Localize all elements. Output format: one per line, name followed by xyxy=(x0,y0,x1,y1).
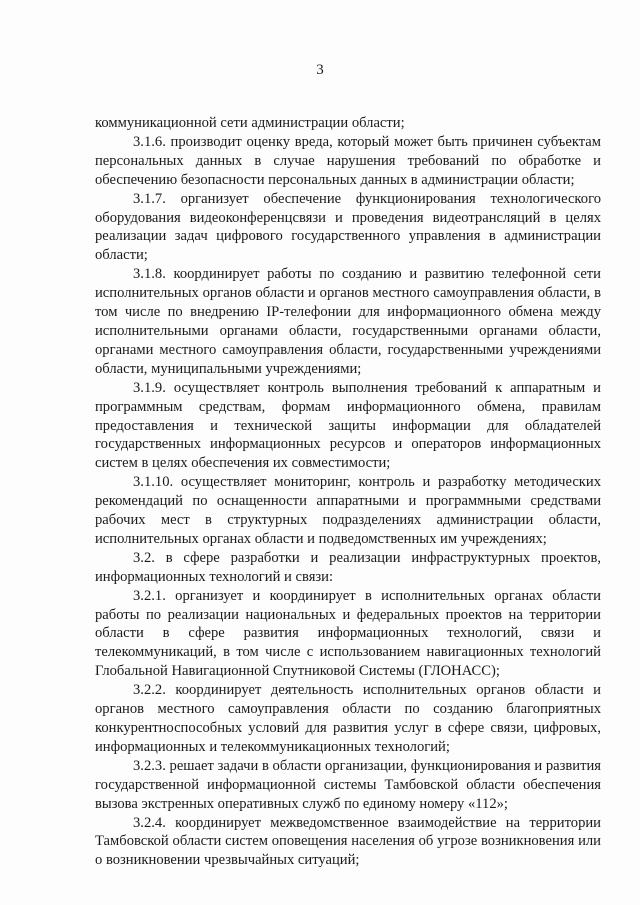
paragraph: 3.1.7. организует обеспечение функционирования технологического оборудования видеоконференцсвязи и проведения видеотрансляций в целях реализации задач цифрового государственного управления в администрации области; xyxy=(95,190,601,264)
paragraph: 3.1.6. производит оценку вреда, который может быть причинен субъектам персональных данных в случае нарушения требований по обработке и обеспечению безопасности персональных данных в администрации области; xyxy=(95,133,601,188)
paragraph: 3.1.8. координирует работы по созданию и развитию телефонной сети исполнительных органов области и органов местного самоуправления области, в том числе по внедрению IP-телефонии для информационного обмена между исполнительными органами области, государственными органами области, органами местного самоуправления области, государственными учреждениями области, муниципальными учреждениями; xyxy=(95,266,601,377)
paragraph: коммуникационной сети администрации области; xyxy=(95,115,405,131)
paragraph: 3.2.3. решает задачи в области организации, функционирования и развития государственной информационной системы Тамбовской области обеспечения вызова экстренных оперативных служб по единому номеру «112»; xyxy=(95,757,601,812)
paragraph: 3.2.2. координирует деятельность исполнительных органов области и органов местного самоуправления области по созданию благоприятных конкурентноспособных условий для развития услуг в сфере связи, цифровых, информационных и телекоммуникационных технологий; xyxy=(95,682,601,755)
paragraph: 3.1.10. осуществляет мониторинг, контроль и разработку методических рекомендаций по оснащенности аппаратными и программными средствами рабочих мест в структурных подразделениях администрации области, исполнительных органах области и подведомственных им учреждениях; xyxy=(95,474,601,547)
paragraph: 3.2.1. организует и координирует в исполнительных органах области работы по реализации национальных и федеральных проектов на территории области в сфере развития информационных технологий, связи и телекоммуникаций, в том числе с использованием навигационных технологий Глобальной Навигационной Спутниковой Системы (ГЛОНАСС); xyxy=(95,587,601,680)
document-body xyxy=(95,114,601,870)
page-number: 3 xyxy=(316,62,324,78)
paragraph: 3.1.9. осуществляет контроль выполнения требований к аппаратным и программным средствам, формам информационного обмена, правилам предоставления и технической защиты информации для обладателей государственных информационных ресурсов и операторов информационных систем в целях обеспечения их совместимости; xyxy=(95,379,601,472)
paragraph: 3.2. в сфере разработки и реализации инфраструктурных проектов, информационных технологий и связи: xyxy=(95,549,601,585)
paragraph: 3.2.4. координирует межведомственное взаимодействие на территории Тамбовской области систем оповещения населения об угрозе возникновения или о возникновении чрезвычайных ситуаций; xyxy=(95,814,601,869)
